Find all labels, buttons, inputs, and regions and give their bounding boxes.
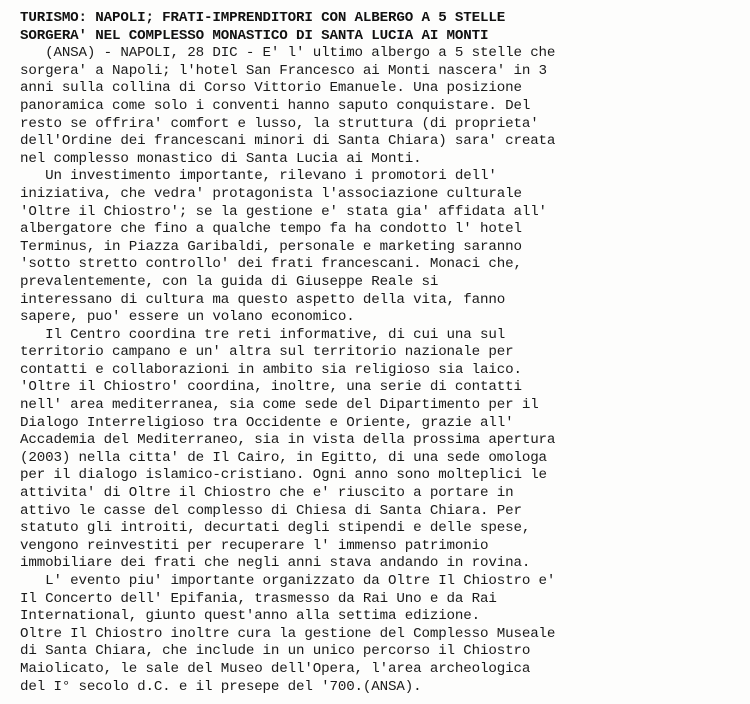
- body-line: immobiliare dei frati che negli anni stava andando in rovina.: [20, 555, 531, 572]
- body-line: statuto gli introiti, decurtati degli stipendi e delle spese,: [20, 520, 531, 537]
- body-line: Dialogo Interreligioso tra Occidente e Oriente, grazie all': [20, 414, 514, 431]
- body-line: (2003) nella citta' de Il Cairo, in Egitto, di una sede omologa: [20, 449, 547, 466]
- body-line: L' evento piu' importante organizzato da Oltre Il Chiostro e': [20, 573, 556, 589]
- body-line: nell' area mediterranea, sia come sede del Dipartimento per il: [20, 397, 539, 414]
- article-body: [20, 45, 742, 696]
- body-line: Terminus, in Piazza Garibaldi, personale e marketing saranno: [20, 238, 522, 255]
- body-line: albergatore che fino a qualche tempo fa ha condotto l' hotel: [20, 221, 522, 238]
- body-line: sorgera' a Napoli; l'hotel San Francesco ai Monti nascera' in 3: [20, 62, 547, 79]
- body-line: resto se offrira' comfort e lusso, la struttura (di proprieta': [20, 115, 539, 132]
- body-line: vengono reinvestiti per recuperare l' immenso patrimonio: [20, 537, 489, 554]
- body-line: Accademia del Mediterraneo, sia in vista della prossima apertura: [20, 432, 556, 449]
- body-line: 'Oltre il Chiostro' coordina, inoltre, una serie di contatti: [20, 379, 522, 396]
- body-line: Un investimento importante, rilevano i promotori dell': [20, 168, 497, 185]
- body-line: dell'Ordine dei francescani minori di Santa Chiara) sara' creata: [20, 133, 556, 150]
- headline-line-2: SORGERA' NEL COMPLESSO MONASTICO DI SANTA LUCIA AI MONTI: [20, 27, 489, 44]
- body-line: Oltre Il Chiostro inoltre cura la gestione del Complesso Museale: [20, 625, 556, 642]
- body-line: Il Centro coordina tre reti informative, di cui una sul: [20, 326, 506, 343]
- body-line: nel complesso monastico di Santa Lucia ai Monti.: [20, 150, 422, 167]
- body-line: (ANSA) - NAPOLI, 28 DIC - E' l' ultimo albergo a 5 stelle che: [20, 45, 556, 62]
- body-line: International, giunto quest'anno alla settima edizione.: [20, 608, 481, 625]
- body-line: 'sotto stretto controllo' dei frati francescani. Monaci che,: [20, 256, 522, 273]
- body-line: del I° secolo d.C. e il presepe del '700.(ANSA).: [20, 678, 422, 695]
- body-line: attivita' di Oltre il Chiostro che e' riuscito a portare in: [20, 485, 514, 502]
- body-line: anni sulla collina di Corso Vittorio Emanuele. Una posizione: [20, 80, 522, 97]
- body-line: di Santa Chiara, che include in un unico percorso il Chiostro: [20, 643, 531, 660]
- body-line: prevalentemente, con la guida di Giuseppe Reale si: [20, 273, 439, 290]
- headline-line-1: TURISMO: NAPOLI; FRATI-IMPRENDITORI CON ALBERGO A 5 STELLE: [20, 10, 506, 26]
- body-line: Il Concerto dell' Epifania, trasmesso da Rai Uno e da Rai: [20, 590, 497, 607]
- body-line: panoramica come solo i conventi hanno saputo conquistare. Del: [20, 97, 531, 114]
- body-line: per il dialogo islamico-cristiano. Ogni anno sono molteplici le: [20, 467, 547, 484]
- article-text: [20, 10, 742, 696]
- body-line: 'Oltre il Chiostro'; se la gestione e' stata gia' affidata all': [20, 203, 547, 220]
- body-line: sapere, puo' essere un volano economico.: [20, 309, 355, 326]
- body-line: territorio campano e un' altra sul territorio nazionale per: [20, 344, 514, 361]
- body-line: Maiolicato, le sale del Museo dell'Opera, l'area archeologica: [20, 660, 531, 677]
- body-line: interessano di cultura ma questo aspetto della vita, fanno: [20, 291, 506, 308]
- body-line: contatti e collaborazioni in ambito sia religioso sia laico.: [20, 361, 522, 378]
- body-line: attivo le casse del complesso di Chiesa di Santa Chiara. Per: [20, 502, 522, 519]
- body-line: iniziativa, che vedra' protagonista l'associazione culturale: [20, 185, 522, 202]
